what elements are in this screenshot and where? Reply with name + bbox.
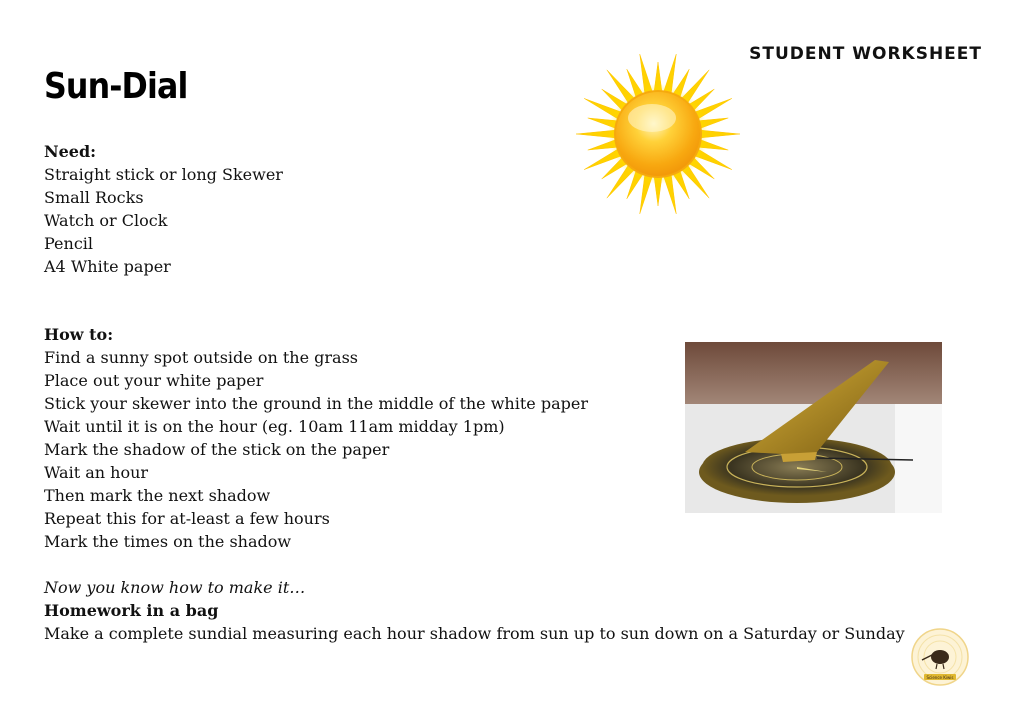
howto-step: Then mark the next shadow (44, 486, 271, 505)
logo-text: Science Kiwis (926, 675, 954, 680)
need-item: Small Rocks (44, 188, 144, 207)
howto-step: Wait until it is on the hour (eg. 10am 11am midday 1pm) (44, 417, 505, 436)
homework-intro: Now you know how to make it… (44, 578, 306, 597)
homework-section (44, 576, 905, 645)
howto-step: Find a sunny spot outside on the grass (44, 348, 358, 367)
howto-step: Mark the times on the shadow (44, 532, 292, 551)
kiwi-bird-icon (931, 650, 949, 664)
howto-step: Repeat this for at-least a few hours (44, 509, 330, 528)
need-section (44, 140, 283, 278)
howto-heading: How to: (44, 325, 114, 344)
howto-step: Mark the shadow of the stick on the paper (44, 440, 390, 459)
sun-core (615, 91, 701, 177)
need-item: Watch or Clock (44, 211, 168, 230)
homework-heading: Homework in a bag (44, 601, 219, 620)
howto-section (44, 323, 588, 553)
need-item: A4 White paper (44, 257, 171, 276)
howto-step: Place out your white paper (44, 371, 264, 390)
sun-image (572, 50, 744, 222)
homework-text: Make a complete sundial measuring each hour shadow from sun up to sun down on a Saturday or Sunday (44, 624, 905, 643)
page-title: Sun-Dial (44, 66, 188, 107)
need-heading: Need: (44, 142, 97, 161)
need-item: Pencil (44, 234, 94, 253)
howto-step: Wait an hour (44, 463, 149, 482)
worksheet-label: STUDENT WORKSHEET (749, 44, 982, 64)
need-item: Straight stick or long Skewer (44, 165, 283, 184)
howto-step: Stick your skewer into the ground in the middle of the white paper (44, 394, 588, 413)
science-kiwis-logo (910, 627, 970, 687)
sundial-photo (685, 342, 942, 513)
